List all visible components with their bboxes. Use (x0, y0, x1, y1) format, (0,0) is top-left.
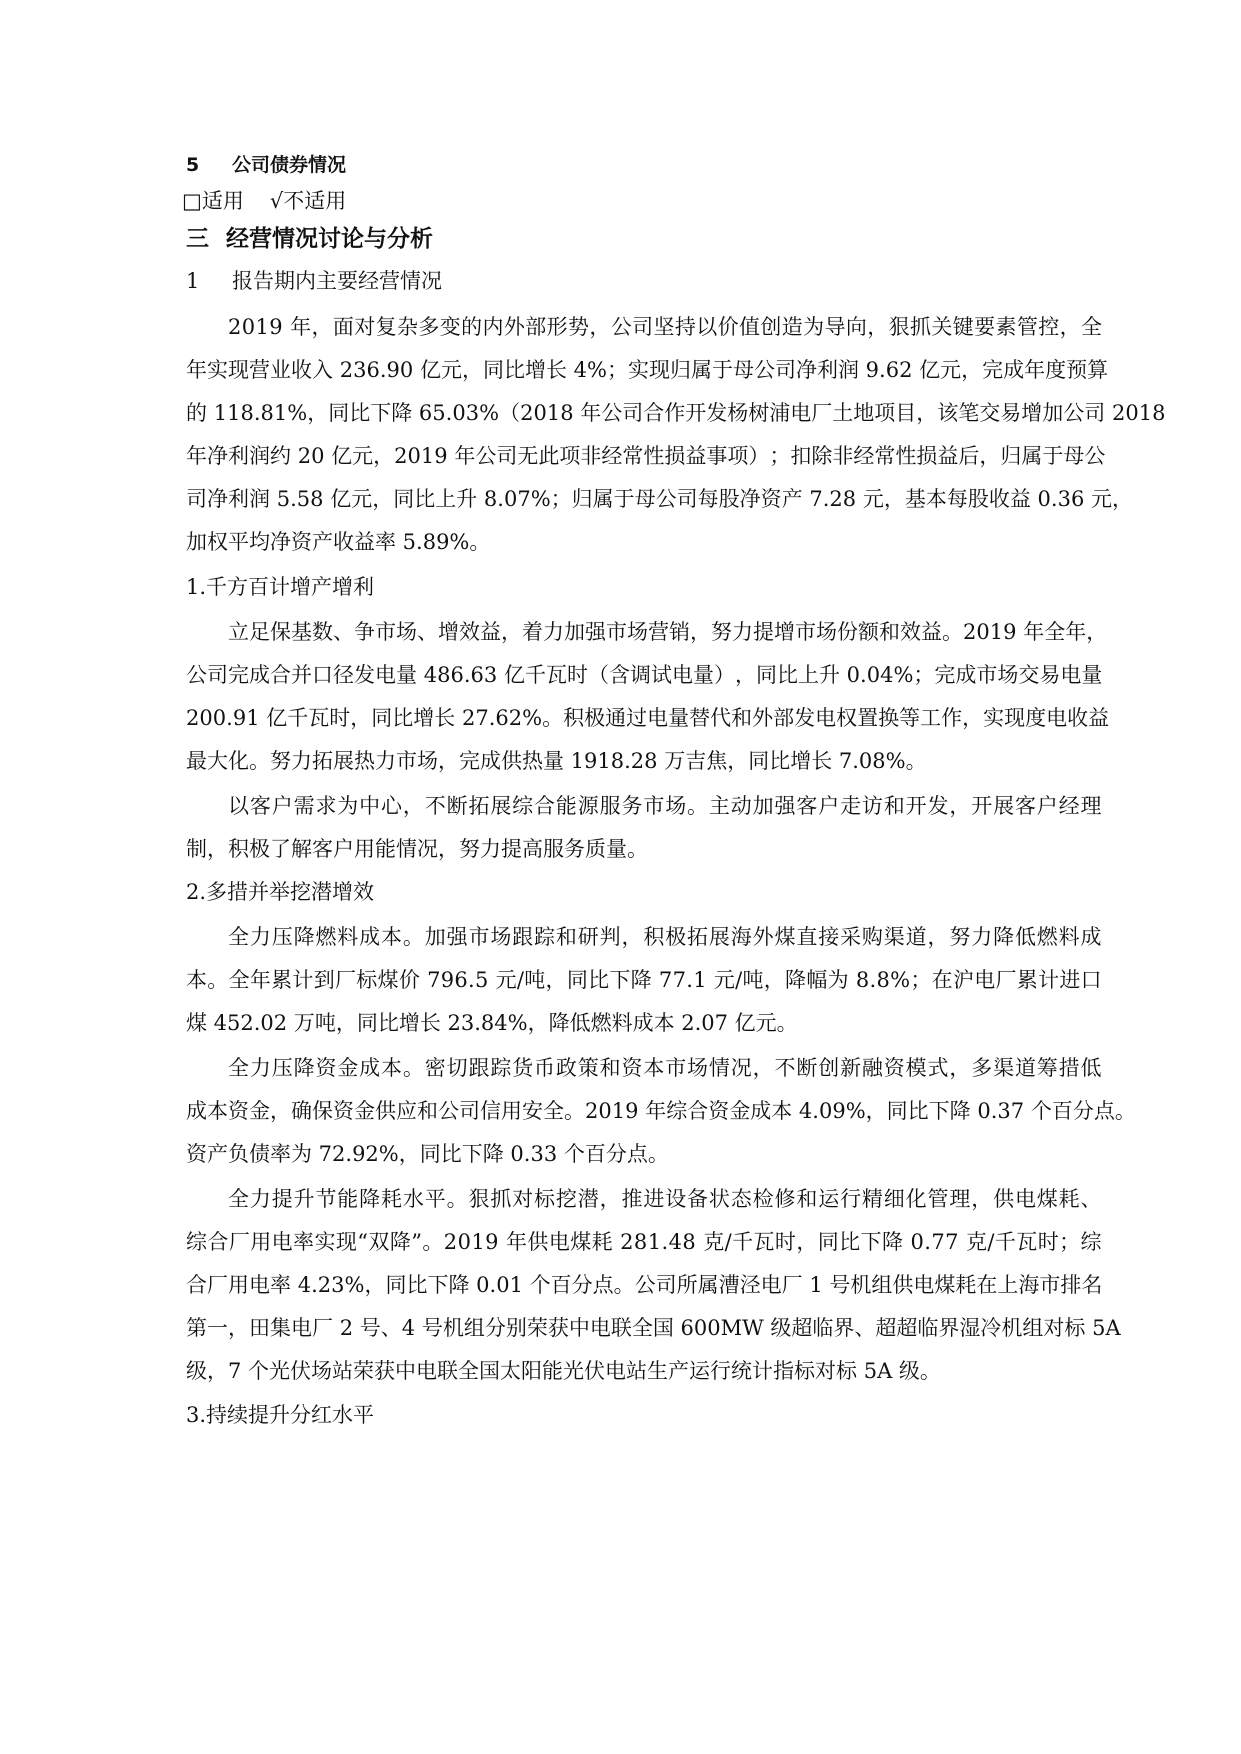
applicability-options (182, 188, 346, 214)
chapter-heading (186, 226, 433, 252)
paragraph-line: 的 1 1 8 . 8 1 % ， 同 比 下 降 6 5 . 0 3 % （ 2 0 1 8 年 公 司 合 作 开 发 杨 树 浦 电 厂 土 地 项 目 ， 该 笔 交 易 增 加 公 司 2 0 1 8 (186, 401, 1166, 425)
option-not-applicable: √不适用 (269, 189, 347, 213)
subsection-number: 1 (186, 269, 200, 293)
paragraph-line: 2 0 1 9 年 ， 面 对 复 杂 多 变 的 内 外 部 形 势 ， 公 司 坚 持 以 价 值 创 造 为 导 向 ， 狠 抓 关 键 要 素 管 控 ， 全 (228, 315, 1102, 339)
paragraph-line: 以 客 户 需 求 为 中 心 ， 不 断 拓 展 综 合 能 源 服 务 市 场 。 主 动 加 强 客 户 走 访 和 开 发 ， 开 展 客 户 经 理 (228, 794, 1102, 818)
section-number: 5 (186, 154, 200, 176)
section-heading (186, 152, 346, 178)
subsection-heading (186, 268, 442, 294)
paragraph-line: 立 足 保 基 数 、 争 市 场 、 增 效 益 ， 着 力 加 强 市 场 营 销 ， 努 力 提 增 市 场 份 额 和 效 益 。 2 0 1 9 年 全 年 ， (228, 620, 1108, 644)
option-applicable: □适用 (182, 189, 244, 213)
chapter-title: 经营情况讨论与分析 (226, 226, 433, 252)
paragraph-line: 综 合 厂 用 电 率 实 现 “ 双 降 ” 。 2 0 1 9 年 供 电 煤 耗 2 8 1 . 4 8 克 / 千 瓦 时 ， 同 比 下 降 0 . 7 7 克 / 千 瓦 时 ； 综 (186, 1230, 1102, 1254)
paragraph-line: 合 厂 用 电 率 4 . 2 3 % ， 同 比 下 降 0 . 0 1 个 百 分 点 。 公 司 所 属 漕 泾 电 厂 1 号 机 组 供 电 煤 耗 在 上 海 市 排 名 (186, 1273, 1103, 1297)
paragraph-line: 年 净 利 润 约 2 0 亿 元 ， 2 0 1 9 年 公 司 无 此 项 非 经 常 性 损 益 事 项 ） ； 扣 除 非 经 常 性 损 益 后 ， 归 属 于 母 公 (186, 444, 1106, 468)
paragraph-line: 成 本 资 金 ， 确 保 资 金 供 应 和 公 司 信 用 安 全 。 2 0 1 9 年 综 合 资 金 成 本 4 . 0 9 % ， 同 比 下 降 0 . 3 7 个 百 分 点 。 (186, 1099, 1136, 1123)
paragraph-line: 全 力 压 降 资 金 成 本 。 密 切 跟 踪 货 币 政 策 和 资 本 市 场 情 况 ， 不 断 创 新 融 资 模 式 ， 多 渠 道 筹 措 低 (228, 1056, 1102, 1080)
paragraph-line: 第 一 ， 田 集 电 厂 2 号 、 4 号 机 组 分 别 荣 获 中 电 联 全 国 6 0 0 M W 级 超 临 界 、 超 超 临 界 湿 冷 机 组 对 标 5 A (186, 1316, 1121, 1340)
paragraph-line: 煤 452.02 万吨，同比增长 23.84%，降低燃料成本 2.07 亿元。 (186, 1011, 798, 1035)
chapter-number: 三 (186, 226, 209, 252)
paragraph-line: 年 实 现 营 业 收 入 2 3 6 . 9 0 亿 元 ， 同 比 增 长 4 % ； 实 现 归 属 于 母 公 司 净 利 润 9 . 6 2 亿 元 ， 完 成 年 度 预 算 (186, 358, 1109, 382)
paragraph-line: 全 力 压 降 燃 料 成 本 。 加 强 市 场 跟 踪 和 研 判 ， 积 极 拓 展 海 外 煤 直 接 采 购 渠 道 ， 努 力 降 低 燃 料 成 (228, 925, 1102, 949)
paragraph-line: 制，积极了解客户用能情况，努力提高服务质量。 (186, 837, 648, 861)
item-heading: 3.持续提升分红水平 (186, 1403, 375, 1427)
paragraph-line: 本 。 全 年 累 计 到 厂 标 煤 价 7 9 6 . 5 元 / 吨 ， 同 比 下 降 7 7 . 1 元 / 吨 ， 降 幅 为 8 . 8 % ； 在 沪 电 厂 累 计 进 口 (186, 968, 1102, 992)
paragraph-line: 最大化。努力拓展热力市场，完成供热量 1918.28 万吉焦，同比增长 7.08%。 (186, 749, 927, 773)
paragraph-line: 2 0 0 . 9 1 亿 千 瓦 时 ， 同 比 增 长 2 7 . 6 2 % 。 积 极 通 过 电 量 替 代 和 外 部 发 电 权 置 换 等 工 作 ， 实 现 度 电 收 益 (186, 706, 1110, 730)
paragraph-line: 级，7 个光伏场站荣获中电联全国太阳能光伏电站生产运行统计指标对标 5A 级。 (186, 1359, 941, 1383)
item-heading: 1.千方百计增产增利 (186, 575, 375, 599)
paragraph-line: 司 净 利 润 5 . 5 8 亿 元 ， 同 比 上 升 8 . 0 7 % ； 归 属 于 母 公 司 每 股 净 资 产 7 . 2 8 元 ， 基 本 每 股 收 益 0 . 3 6 元 ， (186, 487, 1134, 511)
item-heading: 2.多措并举挖潜增效 (186, 880, 375, 904)
paragraph-line: 全 力 提 升 节 能 降 耗 水 平 。 狠 抓 对 标 挖 潜 ， 推 进 设 备 状 态 检 修 和 运 行 精 细 化 管 理 ， 供 电 煤 耗 、 (228, 1187, 1102, 1211)
section-title: 公司债券情况 (232, 154, 347, 176)
paragraph-line: 公 司 完 成 合 并 口 径 发 电 量 4 8 6 . 6 3 亿 千 瓦 时 （ 含 调 试 电 量 ） ， 同 比 上 升 0 . 0 4 % ； 完 成 市 场 交 易 电 量 (186, 663, 1103, 687)
paragraph-line: 加权平均净资产收益率 5.89%。 (186, 530, 491, 554)
subsection-title: 报告期内主要经营情况 (232, 269, 442, 293)
paragraph-line: 资产负债率为 72.92%，同比下降 0.33 个百分点。 (186, 1142, 669, 1166)
